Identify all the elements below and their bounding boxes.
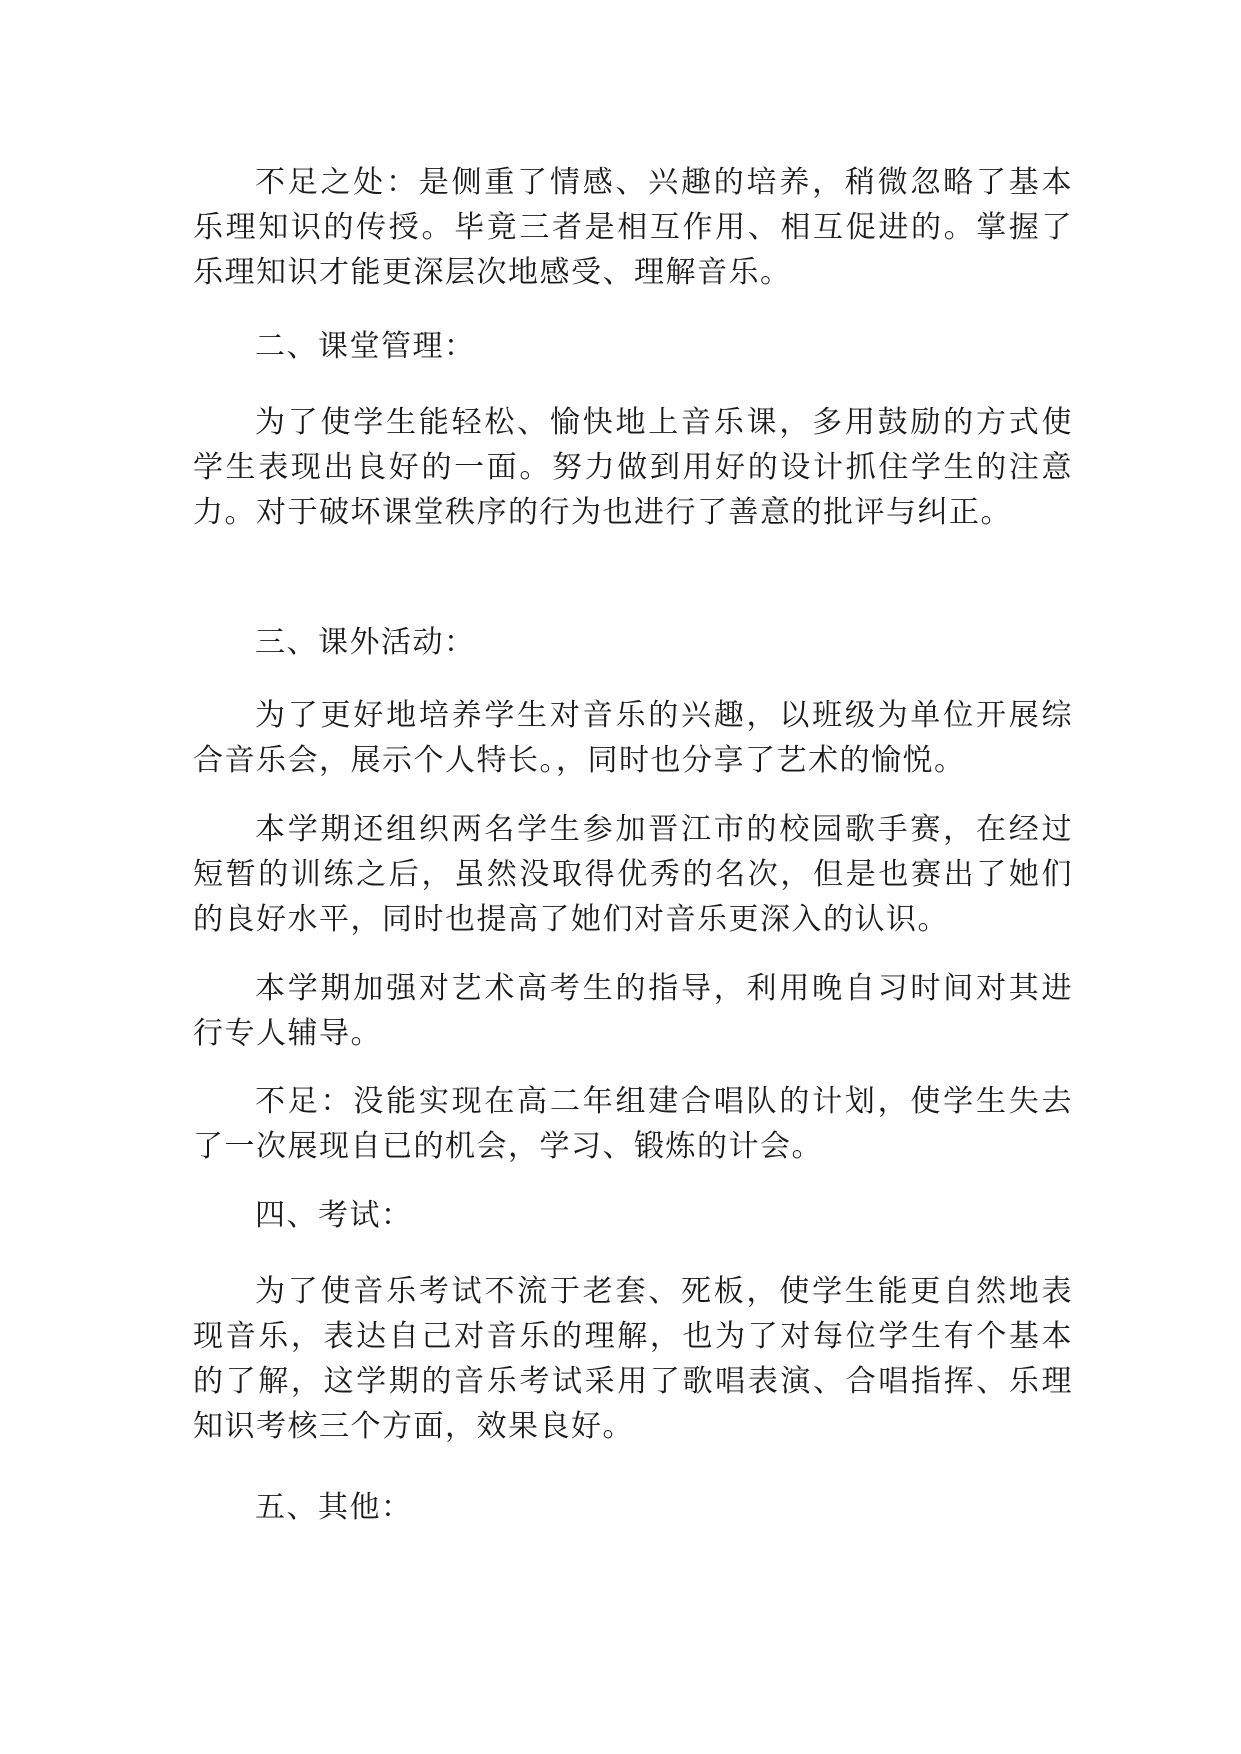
heading-classroom-management: 二、课堂管理： xyxy=(255,329,476,364)
heading-exam: 四、考试： xyxy=(255,1198,413,1233)
paragraph-extracurricular: 为了更好地培养学生对音乐的兴趣，以班级为单位开展综合音乐会，展示个人特长。，同时也分享了艺术的愉悦。 xyxy=(193,698,1073,778)
paragraph-choir-shortcoming: 不足：没能实现在高二年组建合唱队的计划，使学生失去了一次展现自已的机会，学习、锻炼的计会。 xyxy=(193,1084,1073,1164)
paragraph-exam: 为了使音乐考试不流于老套、死板，使学生能更自然地表现音乐，表达自己对音乐的理解，也为了对每位学生有个基本的了解，这学期的音乐考试采用了歌唱表演、合唱指挥、乐理知识考核三个方面，效果良好。 xyxy=(193,1274,1073,1444)
heading-extracurricular: 三、课外活动： xyxy=(255,625,476,660)
heading-other: 五、其他： xyxy=(255,1490,413,1525)
paragraph-art-exam-guidance: 本学期加强对艺术高考生的指导，利用晚自习时间对其进行专人辅导。 xyxy=(193,971,1073,1051)
paragraph-singing-contest: 本学期还组织两名学生参加晋江市的校园歌手赛，在经过短暂的训练之后，虽然没取得优秀的名次，但是也赛出了她们的良好水平，同时也提高了她们对音乐更深入的认识。 xyxy=(193,812,1073,937)
paragraph-shortcomings: 不足之处：是侧重了情感、兴趣的培养，稍微忽略了基本乐理知识的传授。毕竟三者是相互作用、相互促进的。掌握了乐理知识才能更深层次地感受、理解音乐。 xyxy=(193,165,1073,290)
paragraph-classroom-management: 为了使学生能轻松、愉快地上音乐课，多用鼓励的方式使学生表现出良好的一面。努力做到用好的设计抓住学生的注意力。对于破坏课堂秩序的行为也进行了善意的批评与纠正。 xyxy=(193,405,1073,530)
